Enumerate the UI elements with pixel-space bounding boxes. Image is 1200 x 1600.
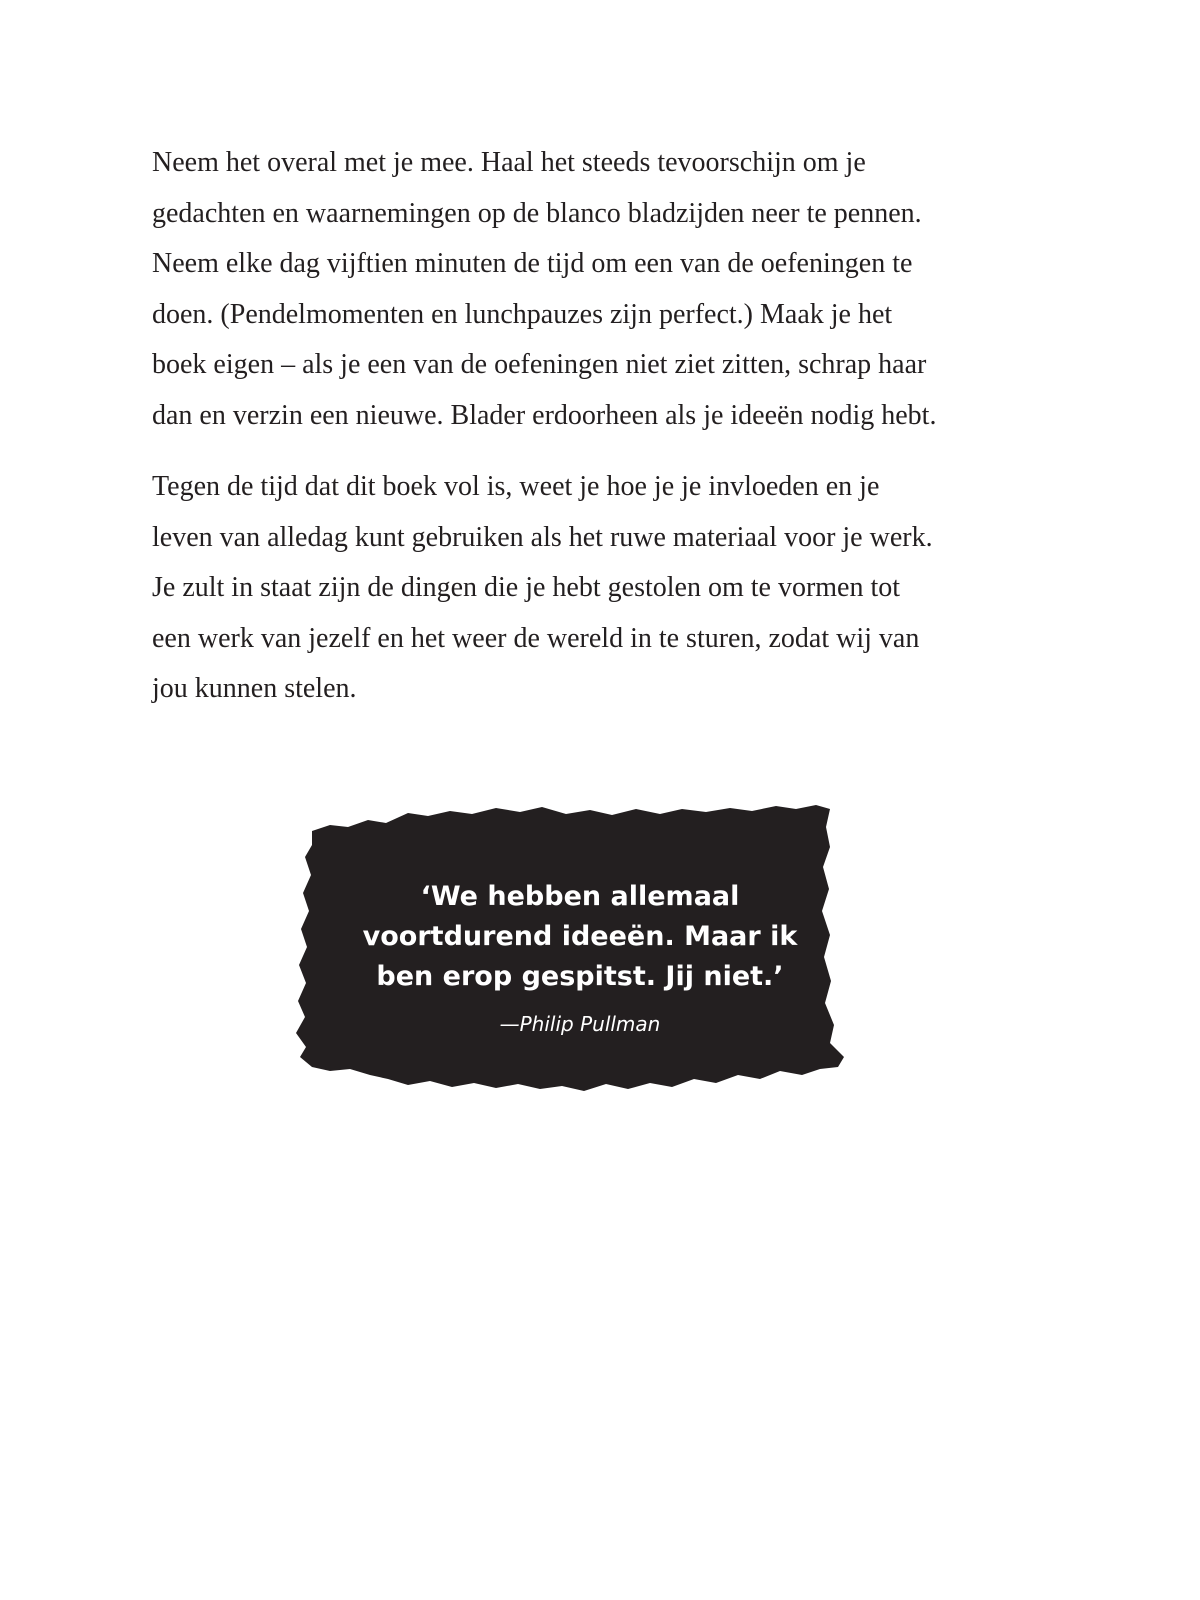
text-line: gedachten en waarnemingen op de blanco bladzijden neer te pennen. xyxy=(152,197,922,229)
text-line: dan en verzin een nieuwe. Blader erdoorheen als je ideeën nodig hebt. xyxy=(152,399,937,431)
text-line: een werk van jezelf en het weer de wereld in te sturen, zodat wij van xyxy=(152,622,920,654)
text-line: boek eigen – als je een van de oefeningen niet ziet zitten, schrap haar xyxy=(152,349,927,380)
text-line: Neem het overal met je mee. Haal het steeds tevoorschijn om je xyxy=(152,147,866,178)
quote-block xyxy=(290,805,870,1105)
body-text xyxy=(152,138,1032,715)
text-line: Neem elke dag vijftien minuten de tijd om een van de oefeningen te xyxy=(152,248,913,279)
text-line: leven van alledag kunt gebruiken als het ruwe materiaal voor je werk. xyxy=(152,521,933,553)
paragraph-2 xyxy=(152,462,1032,715)
quote-line: voortdurend ideeën. Maar ik xyxy=(362,921,798,952)
text-line: Tegen de tijd dat dit boek vol is, weet je hoe je je invloeden en je xyxy=(152,471,880,502)
text-line: doen. (Pendelmomenten en lunchpauzes zijn perfect.) Maak je het xyxy=(152,298,893,330)
quote-line: ‘We hebben allemaal xyxy=(420,881,740,912)
quote-text xyxy=(330,877,830,997)
text-line: Je zult in staat zijn de dingen die je hebt gestolen om te vormen tot xyxy=(152,572,901,603)
paragraph-1 xyxy=(152,138,1032,441)
quote-attribution: —Philip Pullman xyxy=(499,1012,661,1036)
text-line: jou kunnen stelen. xyxy=(152,673,357,704)
quote-line: ben erop gespitst. Jij niet.’ xyxy=(376,961,784,992)
